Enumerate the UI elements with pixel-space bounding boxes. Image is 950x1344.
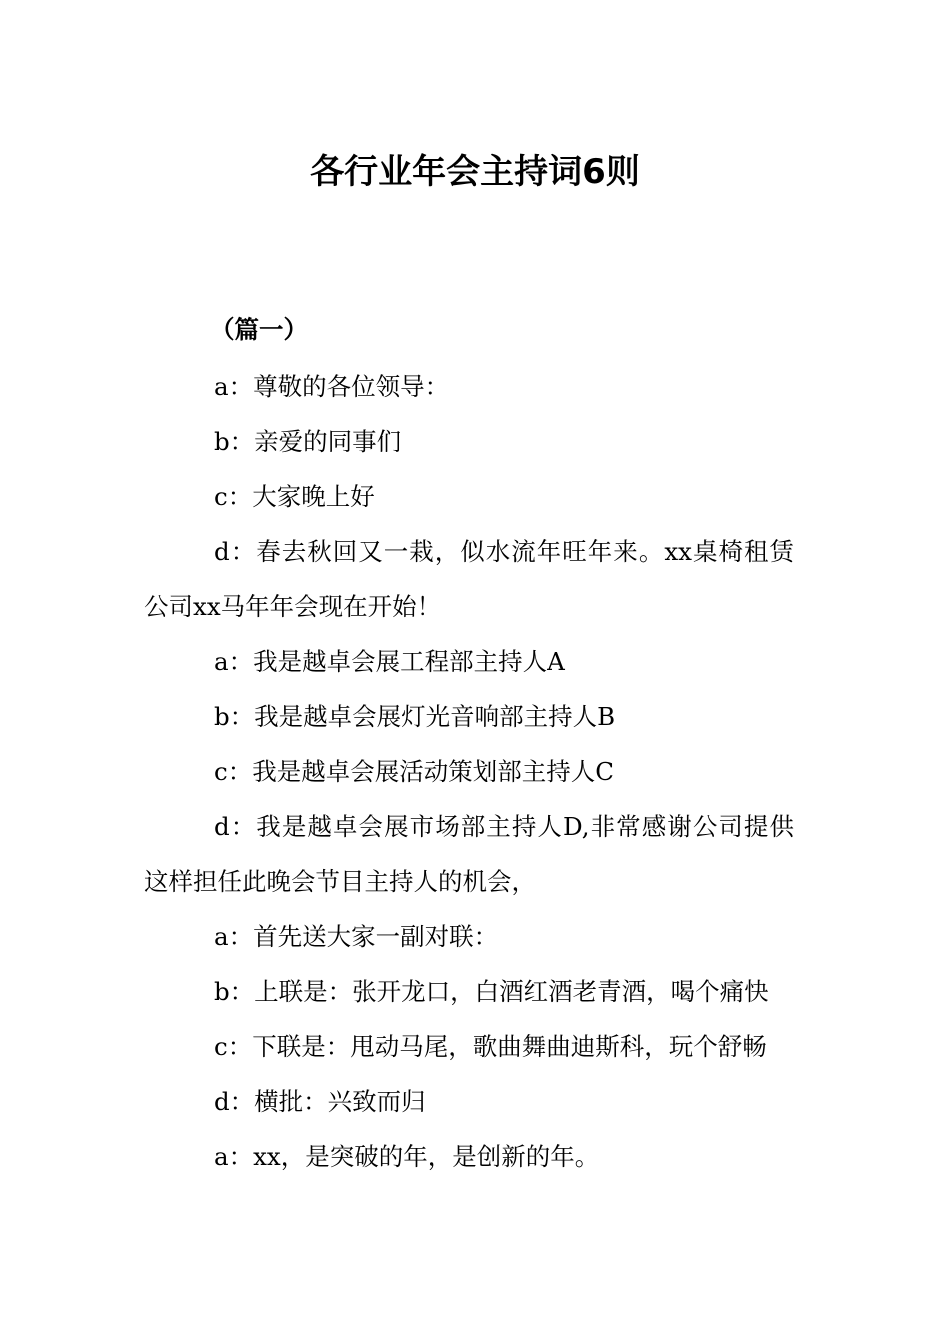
paragraph-6: b：我是越卓会展灯光音响部主持人B: [214, 702, 616, 731]
document-body: [144, 302, 794, 1184]
paragraph-7: c：我是越卓会展活动策划部主持人C: [214, 757, 614, 786]
paragraph-10: b：上联是：张开龙口，白酒红酒老青酒，喝个痛快: [214, 977, 769, 1006]
paragraph-9: a：首先送大家一副对联：: [214, 922, 499, 951]
paragraph-5: a：我是越卓会展工程部主持人A: [214, 647, 565, 676]
paragraph-4: d：春去秋回又一栽，似水流年旺年来。xx桌椅租赁公司xx马年年会现在开始！: [144, 537, 794, 621]
section-heading: （篇一）: [210, 315, 308, 344]
paragraph-2: b：亲爱的同事们: [214, 427, 402, 456]
paragraph-1: a：尊敬的各位领导：: [214, 372, 450, 401]
paragraph-11: c：下联是：甩动马尾，歌曲舞曲迪斯科，玩个舒畅: [214, 1032, 767, 1061]
paragraph-3: c：大家晚上好: [214, 482, 375, 511]
paragraph-12: d：横批：兴致而归: [214, 1087, 426, 1116]
paragraph-8: d：我是越卓会展市场部主持人D,非常感谢公司提供这样担任此晚会节目主持人的机会，: [144, 812, 794, 896]
document-title: 各行业年会主持词6则: [310, 152, 640, 192]
paragraph-13: a：xx，是突破的年，是创新的年。: [214, 1142, 600, 1171]
